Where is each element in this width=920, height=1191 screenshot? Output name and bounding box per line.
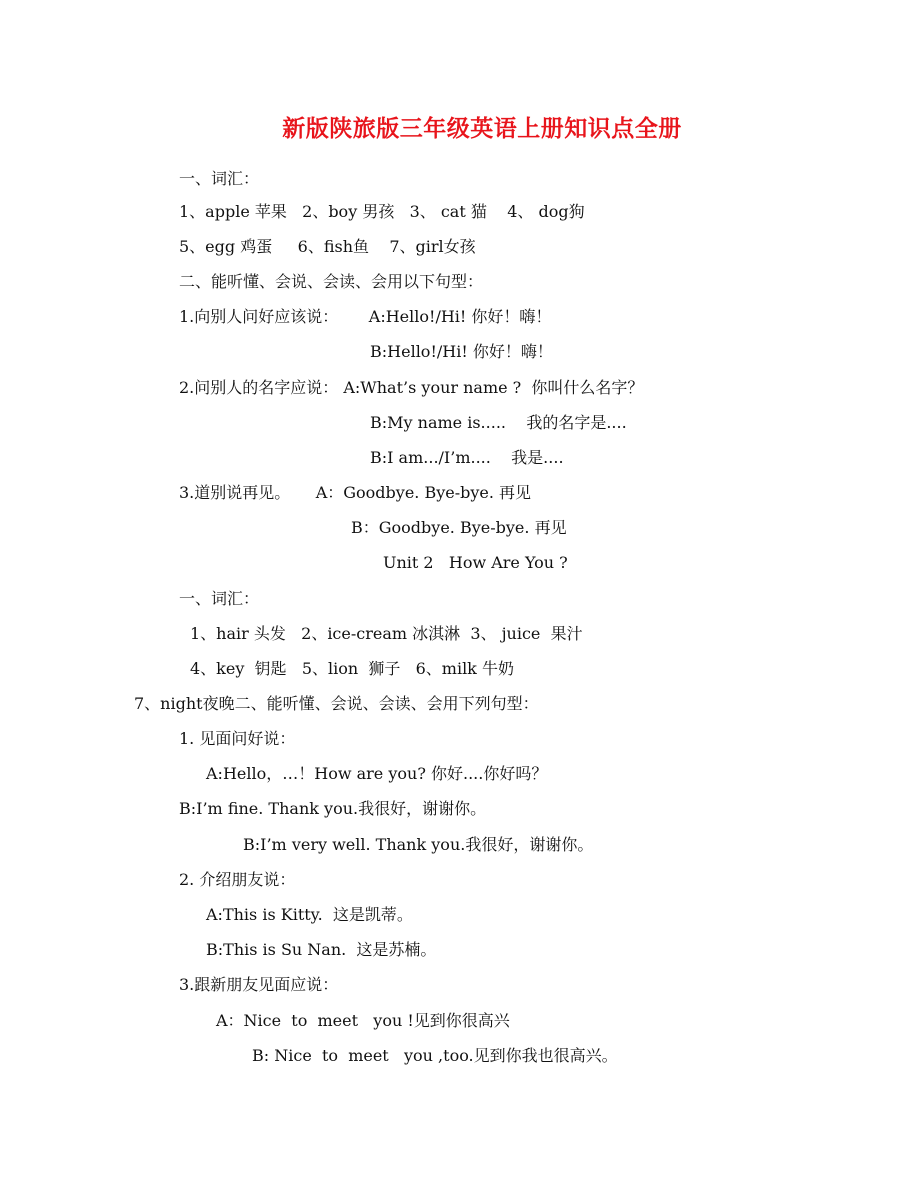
section-heading-vocabulary: 一、词汇： [179, 589, 260, 608]
section-heading-sentences: 二、能听懂、会说、会读、会用以下句型： [179, 272, 484, 291]
dialogue-heading: 3.跟新朋友见面应说： [179, 975, 339, 994]
dialogue-line: A:Hello，…！How are you? 你好....你好吗？ [206, 764, 548, 783]
vocab-line: 4、key 钥匙 5、lion 狮子 6、milk 牛奶 [190, 659, 514, 678]
unit-heading: Unit 2 How Are You ? [383, 553, 568, 572]
dialogue-heading: 1. 见面问好说： [179, 729, 296, 748]
dialogue-line: B:I’m very well. Thank you.我很好，谢谢你。 [243, 835, 594, 854]
vocab-line: 1、apple 苹果 2、boy 男孩 3、 cat 猫 4、 dog狗 [179, 202, 585, 221]
dialogue-line: 2.问别人的名字应说： A:What’s your name ? 你叫什么名字？ [179, 378, 644, 397]
dialogue-line: B：Goodbye. Bye-bye. 再见 [351, 518, 567, 537]
vocab-line: 7、night夜晚二、能听懂、会说、会读、会用下列句型： [134, 694, 539, 713]
dialogue-line: B: Nice to meet you ,too.见到你我也很高兴。 [252, 1046, 618, 1065]
dialogue-line: B:I’m fine. Thank you.我很好，谢谢你。 [179, 799, 487, 818]
dialogue-line: B:This is Su Nan. 这是苏楠。 [206, 940, 437, 959]
vocab-line: 1、hair 头发 2、ice-cream 冰淇淋 3、 juice 果汁 [190, 624, 583, 643]
dialogue-line: A：Nice to meet you !见到你很高兴 [216, 1011, 510, 1030]
dialogue-line: A:This is Kitty. 这是凯蒂。 [206, 905, 413, 924]
dialogue-line: B:Hello!/Hi! 你好！嗨！ [370, 342, 553, 361]
dialogue-line: B:My name is..... 我的名字是.... [370, 413, 627, 432]
dialogue-line: 1.向别人问好应该说： A:Hello!/Hi! 你好！嗨！ [179, 307, 552, 326]
dialogue-line: 3.道别说再见。 A：Goodbye. Bye-bye. 再见 [179, 483, 532, 502]
document-title: 新版陕旅版三年级英语上册知识点全册 [282, 115, 682, 142]
dialogue-heading: 2. 介绍朋友说： [179, 870, 296, 889]
section-heading-vocabulary: 一、词汇： [179, 169, 260, 188]
vocab-line: 5、egg 鸡蛋 6、fish鱼 7、girl女孩 [179, 237, 476, 256]
dialogue-line: B:I am.../I’m.... 我是.... [370, 448, 564, 467]
